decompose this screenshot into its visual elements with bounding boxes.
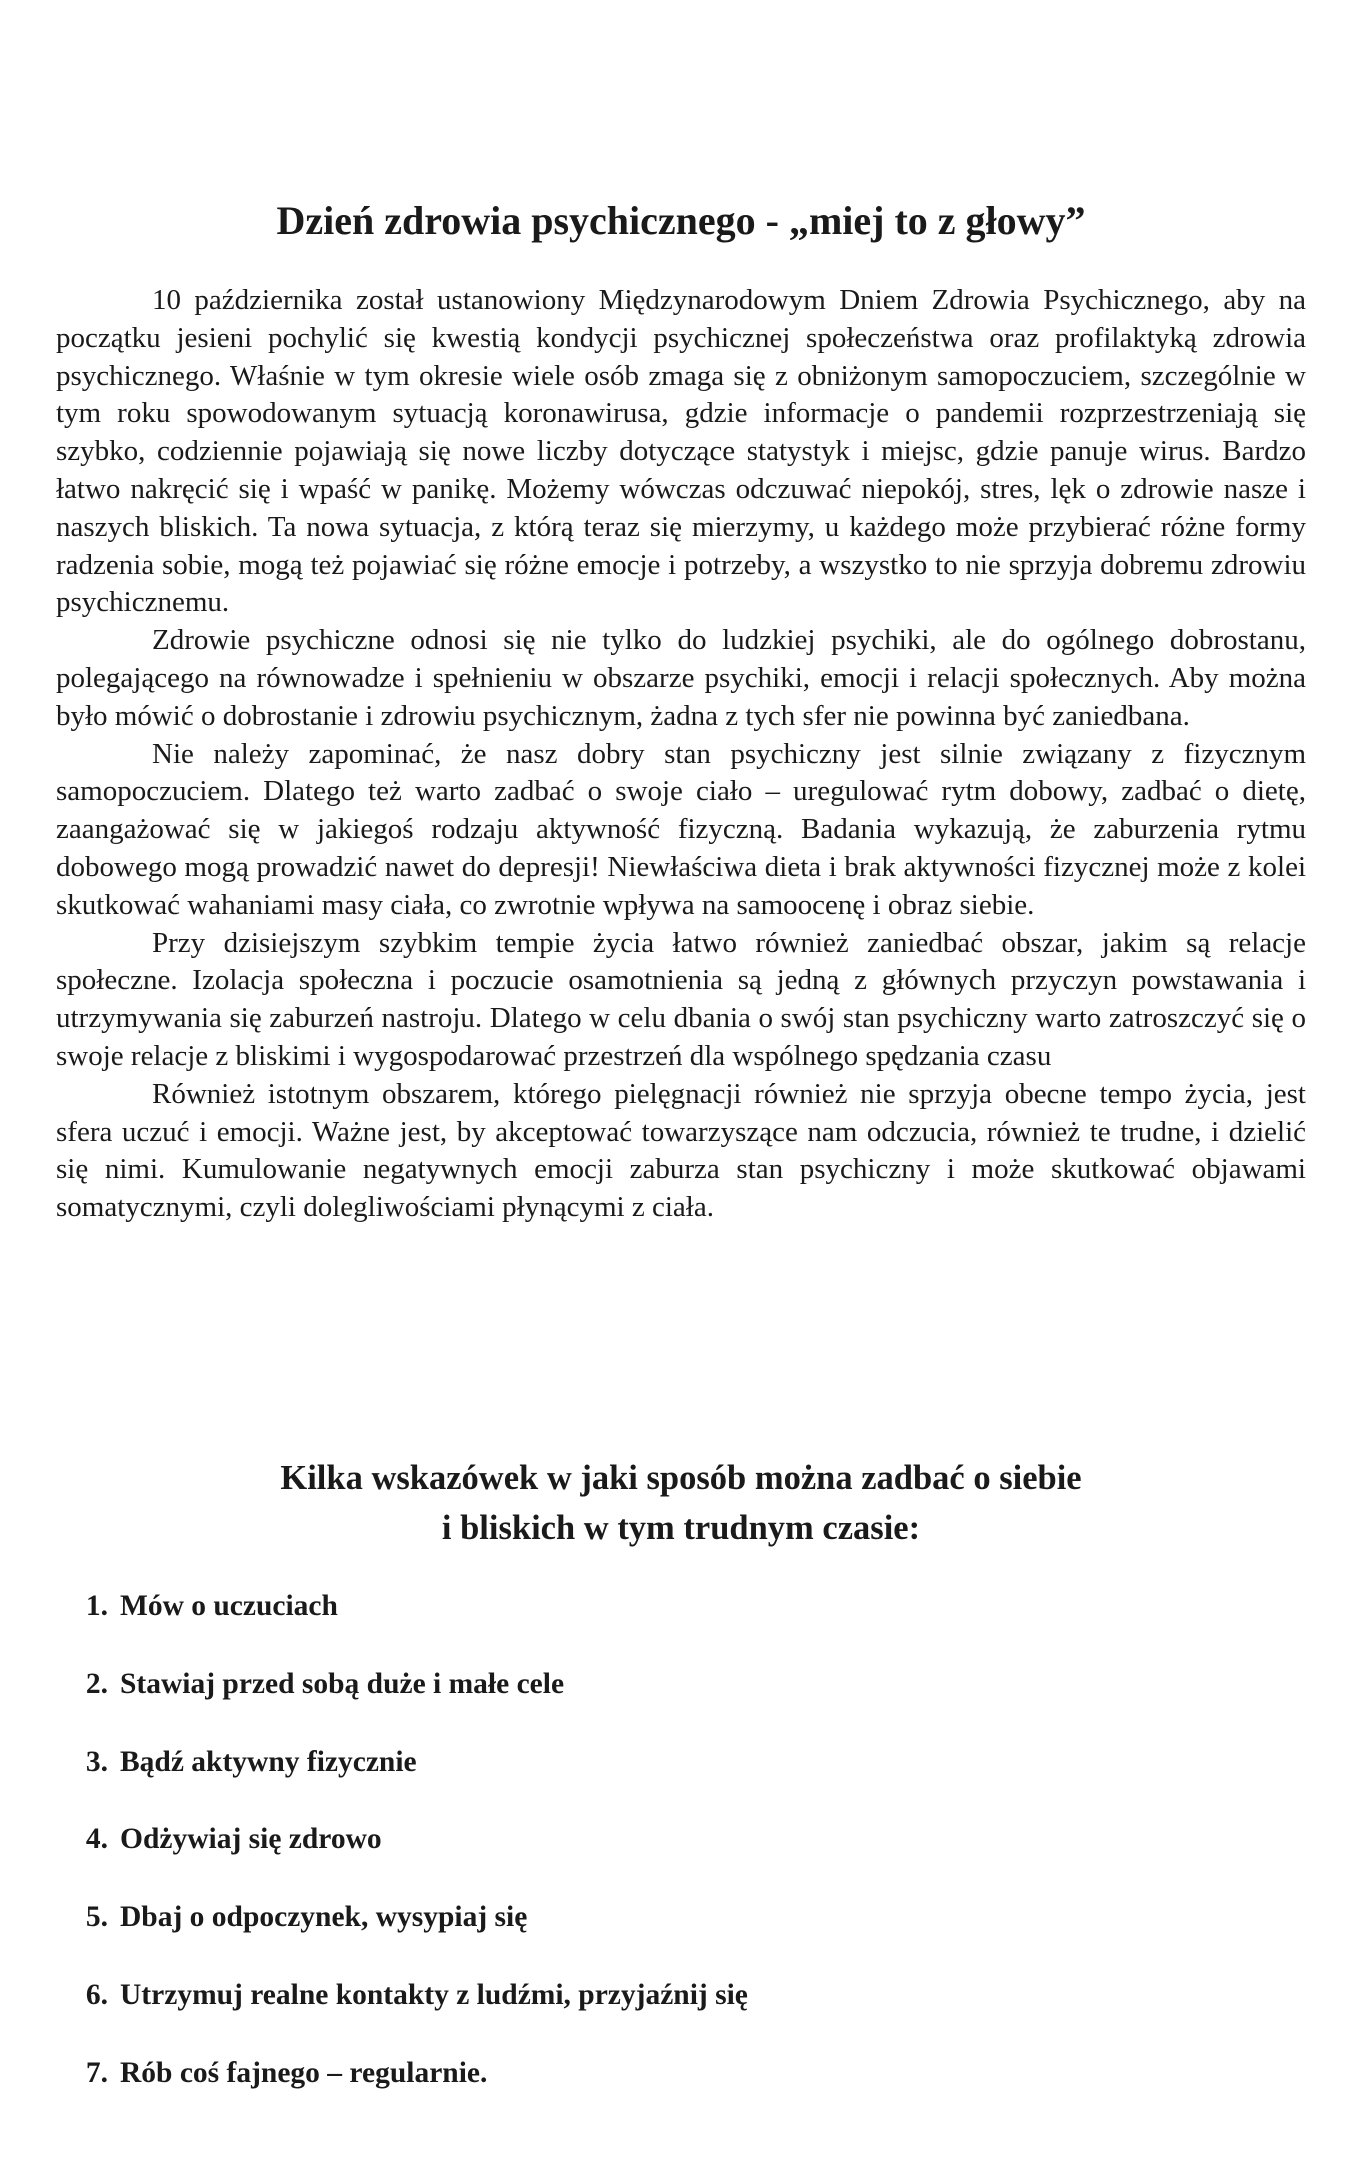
page-title: Dzień zdrowia psychicznego - „miej to z głowy” [276, 198, 1086, 243]
list-item-number: 5. [85, 1901, 108, 1934]
tips-heading-line-1: Kilka wskazówek w jaki sposób można zadbać o siebie [280, 1459, 1082, 1497]
list-item [56, 1975, 1306, 2053]
list-item-text: Odżywiaj się zdrowo [120, 1823, 382, 1856]
article-body [56, 282, 1306, 1227]
list-item [56, 1819, 1306, 1897]
list-item-number: 4. [85, 1823, 108, 1856]
list-item-number: 6. [85, 1978, 108, 2011]
paragraph-emotions: Również istotnym obszarem, którego pielęgnacji również nie sprzyja obecne tempo życia, jest sfera uczuć i emocji. Ważne jest, by akceptować towarzyszące nam odczucia, również te trudne, i dzielić się nimi. Kumulowanie negatywnych emocji zaburza stan psychiczny i może skutkować objawami somatycznymi, czyli dolegliwościami płynącymi z ciała. [56, 1077, 1306, 1224]
list-item [56, 1742, 1306, 1820]
paragraph-wellbeing: Zdrowie psychiczne odnosi się nie tylko do ludzkiej psychiki, ale do ogólnego dobrostanu, polegającego na równowadze i spełnieniu w obszarze psychiki, emocji i relacji społecznych. Aby można było mówić o dobrostanie i zdrowiu psychicznym, żadna z tych sfer nie powinna być zaniedbana. [56, 624, 1306, 732]
tips-list [56, 1586, 1306, 2131]
list-item-number: 3. [85, 1745, 108, 1778]
list-item-text: Utrzymuj realne kontakty z ludźmi, przyjaźnij się [120, 1978, 748, 2011]
list-item-number: 2. [85, 1667, 108, 1700]
list-item-text: Mów o uczuciach [120, 1590, 338, 1622]
list-item-text: Rób coś fajnego – regularnie. [120, 2056, 488, 2089]
list-item-text: Stawiaj przed sobą duże i małe cele [120, 1667, 565, 1700]
list-item-number: 7. [85, 2056, 108, 2089]
list-item [56, 2053, 1306, 2131]
paragraph-intro: 10 października został ustanowiony Międzynarodowym Dniem Zdrowia Psychicznego, aby na początku jesieni pochylić się kwestią kondycji psychicznej społeczeństwa oraz profilaktyką zdrowia psychicznego. Właśnie w tym okresie wiele osób zmaga się z obniżonym samopoczuciem, szczególnie w tym roku spowodowanym sytuacją koronawirusa, gdzie informacje o pandemii rozprzestrzeniają się szybko, codziennie pojawiają się nowe liczby dotyczące statystyk i miejsc, gdzie panuje wirus. Bardzo łatwo nakręcić się i wpaść w panikę. Możemy wówczas odczuwać niepokój, stres, lęk o zdrowie nasze i naszych bliskich. Ta nowa sytuacja, z którą teraz się mierzymy, u każdego może przybierać różne formy radzenia sobie, mogą też pojawiać się różne emocje i potrzeby, a wszystko to nie sprzyja dobremu zdrowiu psychicznemu. [56, 284, 1306, 619]
paragraph-physical: Nie należy zapominać, że nasz dobry stan psychiczny jest silnie związany z fizycznym samopoczuciem. Dlatego też warto zadbać o swoje ciało – uregulować rytm dobowy, zadbać o dietę, zaangażować się w jakiegoś rodzaju aktywność fizyczną. Badania wykazują, że zaburzenia rytmu dobowego mogą prowadzić nawet do depresji! Niewłaściwa dieta i brak aktywności fizycznej może z kolei skutkować wahaniami masy ciała, co zwrotnie wpływa na samoocenę i obraz siebie. [56, 737, 1306, 921]
list-item [56, 1897, 1306, 1975]
document-page [56, 0, 1306, 2178]
list-item [56, 1664, 1306, 1742]
list-item-text: Dbaj o odpoczynek, wysypiaj się [120, 1901, 528, 1934]
list-item-text: Bądź aktywny fizycznie [120, 1745, 417, 1778]
tips-heading [56, 1453, 1306, 1553]
list-item-number: 1. [85, 1590, 108, 1622]
paragraph-social: Przy dzisiejszym szybkim tempie życia łatwo również zaniedbać obszar, jakim są relacje społeczne. Izolacja społeczna i poczucie osamotnienia są jedną z głównych przyczyn powstawania i utrzymywania się zaburzeń nastroju. Dlatego w celu dbania o swój stan psychiczny warto zatroszczyć się o swoje relacje z bliskimi i wygospodarować przestrzeń dla wspólnego spędzania czasu [56, 926, 1306, 1072]
tips-heading-line-2: i bliskich w tym trudnym czasie: [441, 1509, 921, 1547]
list-item [56, 1586, 1306, 1664]
